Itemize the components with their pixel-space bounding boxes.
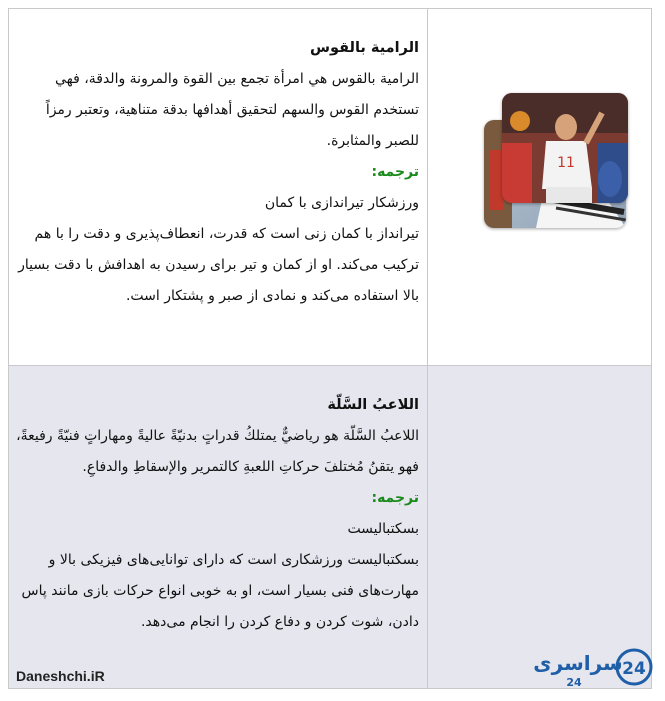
- basketball-player-photo-icon: [502, 93, 628, 203]
- persian-paragraph: بسکتبالیست ورزشکاری است که دارای توانایی‌های فیزیکی بالا و مهارت‌های فنی بسیار است، او به خوبی انواع حرکات بازی مانند پاس دادن، شوت کردن و دفاع کردن را انجام می‌دهد.: [21, 552, 419, 630]
- column-divider: [427, 366, 428, 688]
- arabic-paragraph: اللاعبُ السَّلّة هو رياضيٌّ يمتلكُ قدراتٍ بدنيّةً عاليةً ومهاراتٍ فنيّةً رفيعةً، فهو يتقنُ مُختلفَ حركاتِ اللعبةِ كالتمرير والإسقاطِ والدفاعِ.: [16, 428, 419, 475]
- text-cell: [15, 390, 419, 638]
- arabic-title: اللاعبُ السَّلّة: [327, 397, 419, 413]
- persian-paragraph: تیرانداز با کمان زنی است که قدرت، انعطاف‌پذیری و دقت را با هم ترکیب می‌کند. او از کمان و تیر برای رسیدن به اهدافش با دقت بسیار بالا استفاده می‌کند و نمادی از صبر و پشتکار است.: [18, 226, 419, 304]
- svg-text:11: 11: [557, 155, 575, 171]
- arabic-title: الرامية بالقوس: [309, 40, 419, 56]
- text-cell: [15, 33, 419, 312]
- column-divider: [427, 9, 428, 365]
- translation-label: ترجمه:: [371, 164, 419, 180]
- logo-number: 24: [622, 659, 646, 679]
- translation-label: ترجمه:: [371, 490, 419, 506]
- persian-title: ورزشکار تیراندازی با کمان: [264, 195, 419, 211]
- logo-text: سراسری: [533, 651, 623, 675]
- arabic-paragraph: الرامية بالقوس هي امرأة تجمع بين القوة والمرونة والدقة، فهي تستخدم القوس والسهم لتحقيق أهدافها بدقة متناهية، وتعتبر رمزاً للصبر والمثابرة.: [45, 71, 419, 149]
- sarasari-logo: [528, 640, 656, 692]
- logo-sub: 24: [566, 676, 582, 689]
- watermark-daneshchi: Daneshchi.iR: [16, 668, 105, 684]
- persian-title: بسکتبالیست: [347, 521, 419, 537]
